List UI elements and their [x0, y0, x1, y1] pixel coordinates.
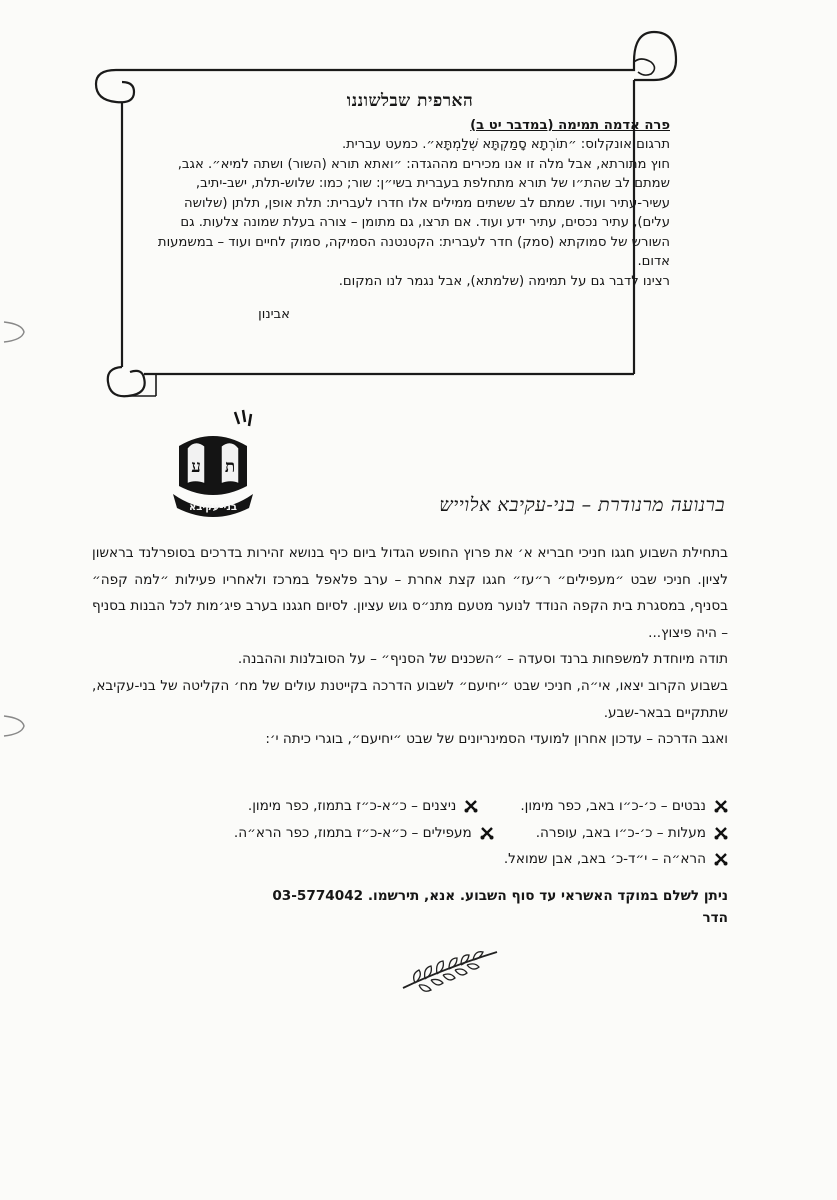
olive-branch-icon: [395, 938, 505, 998]
bnei-akiva-emblem-logo: [165, 408, 261, 523]
closing-signature: הדר: [702, 910, 728, 926]
seminar-item: [520, 793, 728, 820]
punch-hole-mark: [0, 712, 28, 738]
seminar-item: [536, 820, 728, 847]
scroll-paragraph: רצינו לדבר גם על תמימה (שלמתא), אבל נגמר לנו המקום.: [338, 273, 670, 289]
scissors-bullet-icon: [714, 826, 728, 840]
article-paragraph: בשבוע הקרוב יצאו, אי״ה, חניכי שבט ״יחיעם״ לשבוע הדרכה בקייטנת עולים של מח׳ הקליטה של בני-עקיבא, שתתקיים בבאר-שבע.: [92, 677, 728, 721]
scroll-title: הארפית שבלשוננו: [346, 91, 474, 111]
emblem-letter: ע: [191, 457, 201, 477]
seminar-row: [92, 846, 728, 873]
seminar-row: [92, 793, 728, 820]
seminar-text: מעפילים – כ״א-כ״ז בתמוז, כפר הרא״ה.: [233, 824, 472, 841]
article-paragraph: תודה מיוחדת למשפחות ברנד וסעדה – ״השכנים של הסניף״ – על הסובלנות וההבנה.: [237, 651, 728, 668]
scissors-bullet-icon: [464, 799, 478, 813]
scroll-text: [150, 92, 670, 382]
seminar-text: ניצנים – כ״א-כ״ז בתמוז, כפר מימון.: [247, 798, 457, 814]
seminar-item: [234, 820, 494, 847]
registration-text: ניתן לשלם במוקד האשראי עד סוף השבוע. אנא, תירשמו. 03-5774042: [272, 888, 728, 904]
registration-note: [92, 883, 728, 909]
seminar-list: [92, 793, 728, 873]
seminar-text: נבטים – כ׳-כ״ו באב, כפר מימון.: [520, 798, 706, 814]
scroll-signature: אבינון: [258, 307, 290, 322]
seminar-text: הרא״ה – י״ד-כ׳ באב, אבן שמואל.: [503, 851, 706, 868]
scissors-bullet-icon: [714, 799, 728, 813]
emblem-banner-text: בני-עקיבא: [188, 502, 238, 513]
seminar-item: [248, 793, 478, 820]
article-paragraph: בתחילת השבוע חגגו חניכי חבריא א׳ את פרוץ החופש הגדול ביום כיף בנושא זהירות בדרכים בסופרלנד בראשון לציון. חניכי שבט ״מעפילים״ ר״עז״ חגגו קצת אחרת – ערב פלאפל במרכז ולאחריו פעילות ״למה קפה״ בסניף, במסגרת בית הקפה הנודד לנוער מטעם מתנ״ס גוש עציון. לסיום חגגנו בערב פיג׳מות לכל הבנות בסניף – היה פיצוץ...: [92, 545, 728, 641]
seminar-text: מעלות – כ׳-כ״ו באב, עופרה.: [535, 824, 706, 841]
scroll-paragraph: חוץ מתורתא, אבל מלה זו אנו מכירים מההגדה: ״ואתא תורא (השור) ושתה למיא״. אגב, שמתם לב שהת״ו של תורא מתחלפת בעברית בשי״ן: שור; כמו: שלוש-תלת, ישב-יתיב, עשיר-עתיר ועוד. שמתם לב ששתים ממילים אלו חדרו לעברית: תלת אופן, תלתן (שלושה עלים), עתיר נכסים, עתיר ידע ועוד. אם תרצו, גם מתומן – צורה בעלת שמונה צלעות. גם השורש של סמוקתא (סמק) חדר לעברית: הקטנטנה הסמיקה, סמוק לחיים ועוד – במשמעות אדום.: [157, 156, 670, 269]
punch-hole-mark: [0, 318, 28, 344]
article-paragraph: ואגב הדרכה – עדכון אחרון למועדי הסמינריונים של שבט ״יחיעם״, בוגרי כיתה י׳:: [265, 731, 728, 748]
seminar-item: [504, 846, 728, 873]
emblem-letter: ת: [224, 457, 236, 477]
scroll-subtitle: פרה אדמה תמימה (במדבר יט ב): [470, 117, 670, 133]
seminar-row: [92, 820, 728, 847]
article-body: [92, 540, 728, 753]
scroll-paragraph: תרגום אונקלוס: ״תוֹרְתָא סָמַקְתָּא שְׁלַמְתָּא״. כמעט עברית.: [341, 137, 670, 152]
section-heading: ברנועה מרנודרת – בני-עקיבא אלוייש: [439, 494, 725, 516]
scissors-bullet-icon: [480, 826, 494, 840]
scissors-bullet-icon: [714, 852, 728, 866]
